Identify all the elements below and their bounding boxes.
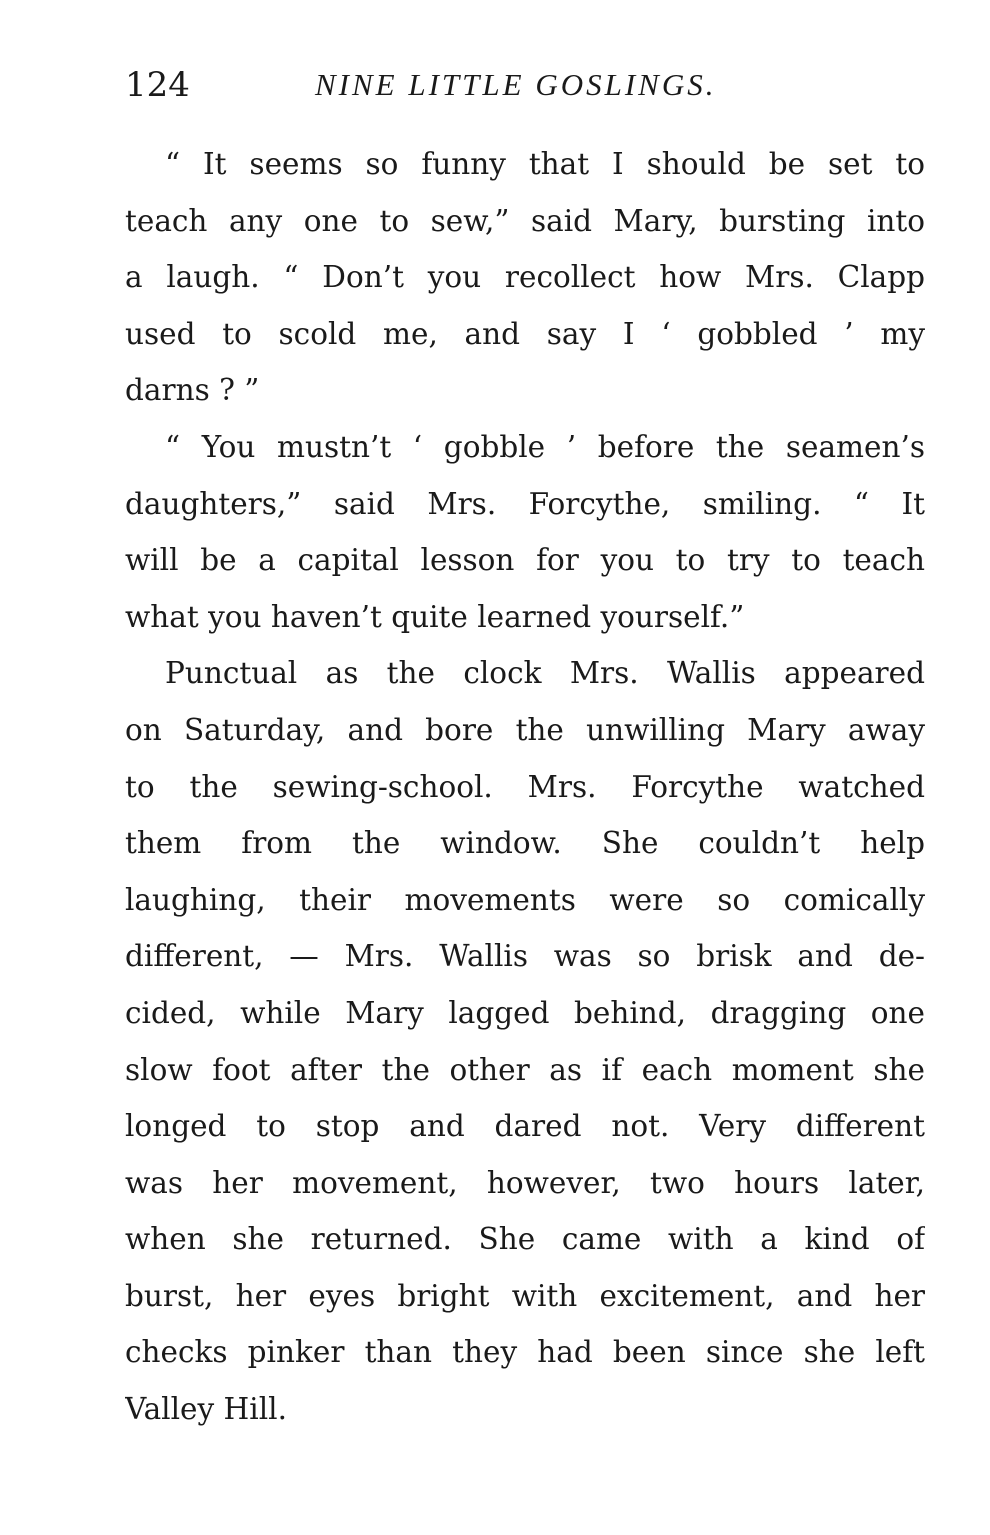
paragraph-1 bbox=[125, 136, 925, 419]
text-line: what you haven’t quite learned yourself.” bbox=[125, 599, 745, 634]
page-number: 124 bbox=[125, 65, 190, 105]
text-line: laughing, their movements were so comically bbox=[125, 882, 925, 917]
text-line: cided, while Mary lagged behind, dragging one bbox=[125, 995, 925, 1030]
text-line: was her movement, however, two hours later, bbox=[125, 1165, 925, 1200]
text-line: daughters,” said Mrs. Forcythe, smiling. “ It bbox=[125, 486, 925, 521]
text-line: used to scold me, and say I ‘ gobbled ’ my bbox=[125, 316, 925, 351]
text-line: checks pinker than they had been since she left bbox=[125, 1335, 925, 1370]
running-title: NINE LITTLE GOSLINGS. bbox=[315, 67, 717, 102]
text-line: will be a capital lesson for you to try to teach bbox=[125, 543, 925, 578]
text-line: longed to stop and dared not. Very different bbox=[125, 1109, 925, 1144]
text-line: different, — Mrs. Wallis was so brisk and de- bbox=[125, 939, 925, 974]
text-line: Punctual as the clock Mrs. Wallis appeared bbox=[165, 656, 925, 691]
paragraph-3 bbox=[125, 645, 925, 1437]
text-line: when she returned. She came with a kind of bbox=[125, 1222, 925, 1257]
text-line: burst, her eyes bright with excitement, and her bbox=[125, 1278, 925, 1313]
text-line: to the sewing-school. Mrs. Forcythe watched bbox=[125, 769, 925, 804]
text-line: on Saturday, and bore the unwilling Mary away bbox=[125, 712, 925, 747]
text-line: them from the window. She couldn’t help bbox=[125, 826, 925, 861]
paragraph-2 bbox=[125, 419, 925, 645]
text-line: a laugh. “ Don’t you recollect how Mrs. Clapp bbox=[125, 260, 925, 295]
running-head bbox=[125, 60, 925, 110]
text-line: teach any one to sew,” said Mary, bursting into bbox=[125, 203, 925, 238]
text-line: darns ? ” bbox=[125, 373, 260, 408]
text-line: “ It seems so funny that I should be set to bbox=[165, 147, 925, 181]
text-line: slow foot after the other as if each moment she bbox=[125, 1052, 925, 1087]
text-line: Valley Hill. bbox=[125, 1392, 287, 1427]
body-text bbox=[125, 136, 925, 1438]
text-line: “ You mustn’t ‘ gobble ’ before the seamen’s bbox=[165, 429, 925, 464]
